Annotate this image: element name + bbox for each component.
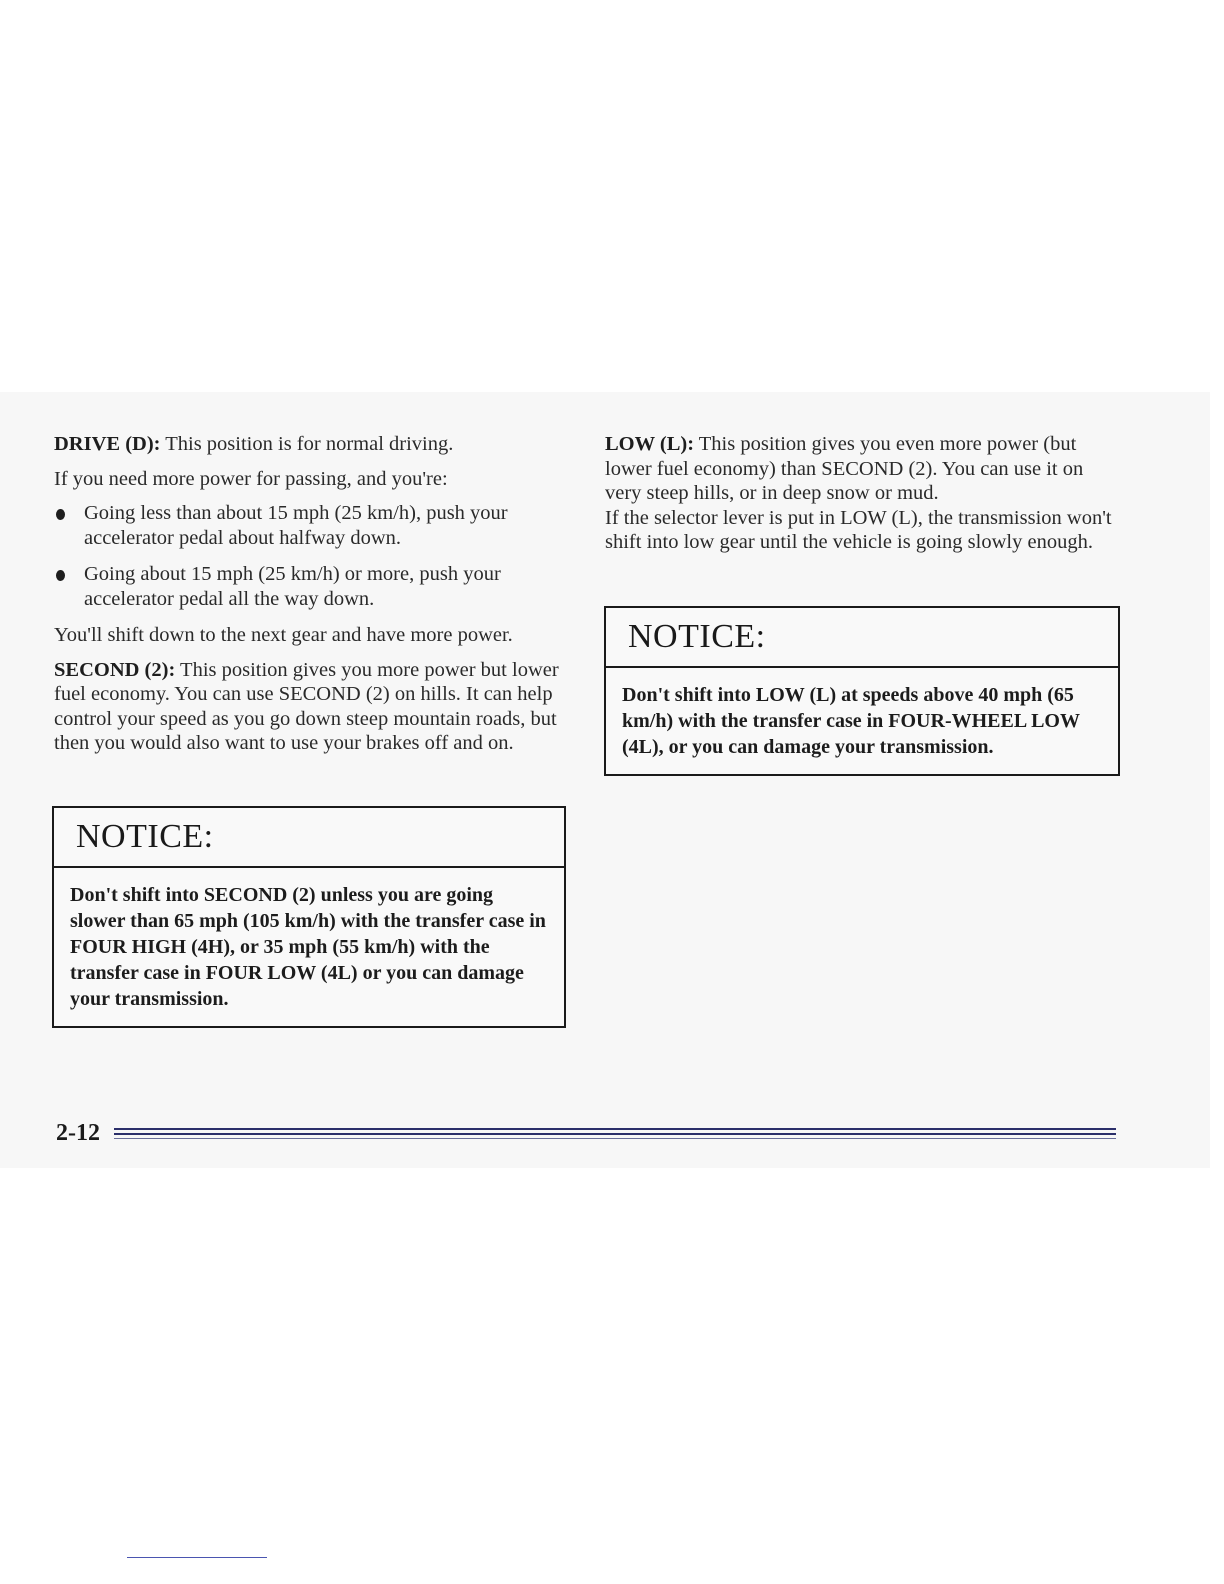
notice-body: Don't shift into LOW (L) at speeds above 40 mph (65 km/h) with the transfer case in FOUR-WHEEL LOW (4L), or you can damage your transmission. <box>622 684 1080 758</box>
right-column <box>605 432 1120 565</box>
low-text: This position gives you even more power (but lower fuel economy) than SECOND (2). You can use it on very steep hills, or in deep snow or mud. <box>605 433 1084 504</box>
low-lead: LOW (L): <box>605 433 695 455</box>
passing-bullet-list <box>54 501 560 611</box>
footer-rule-line <box>114 1133 1116 1135</box>
bullet-icon <box>56 570 65 581</box>
selector-paragraph: If the selector lever is put in LOW (L), the transmission won't shift into low gear until the vehicle is going slowly enough. <box>605 506 1112 553</box>
drive-paragraph <box>54 432 560 457</box>
footer-rule <box>114 1128 1116 1142</box>
bullet-text: Going about 15 mph (25 km/h) or more, push your accelerator pedal all the way down. <box>84 563 501 610</box>
footer-rule-line <box>114 1138 1116 1139</box>
list-item <box>54 562 560 611</box>
notice-body: Don't shift into SECOND (2) unless you are going slower than 65 mph (105 km/h) with the transfer case in FOUR HIGH (4H), or 35 mph (55 km/h) with the transfer case in FOUR LOW (4L) or you can damage your transmission. <box>70 884 546 1010</box>
second-lead: SECOND (2): <box>54 658 176 681</box>
footer-rule-line <box>114 1128 1116 1130</box>
drive-lead: DRIVE (D): <box>54 433 161 455</box>
page-number: 2-12 <box>56 1120 100 1146</box>
bullet-icon <box>56 509 65 520</box>
left-column <box>54 432 560 756</box>
shift-down-paragraph: You'll shift down to the next gear and have more power. <box>54 624 513 646</box>
list-item <box>54 501 560 550</box>
second-paragraph <box>54 658 560 756</box>
low-paragraph <box>605 432 1120 506</box>
notice-heading: NOTICE: <box>54 808 564 868</box>
passing-intro: If you need more power for passing, and you're: <box>54 467 448 490</box>
notice-box-low <box>604 606 1120 776</box>
bottom-link-underline <box>127 1557 267 1558</box>
notice-heading: NOTICE: <box>606 608 1118 668</box>
second-text: This position gives you more power but lower fuel economy. You can use SECOND (2) on hills. It can help control your speed as you go down steep mountain roads, but then you would also want to use your brakes off and on. <box>54 658 559 754</box>
drive-text: This position is for normal driving. <box>160 433 454 455</box>
bullet-text: Going less than about 15 mph (25 km/h), push your accelerator pedal about halfway down. <box>84 502 508 549</box>
notice-box-second <box>52 806 566 1028</box>
